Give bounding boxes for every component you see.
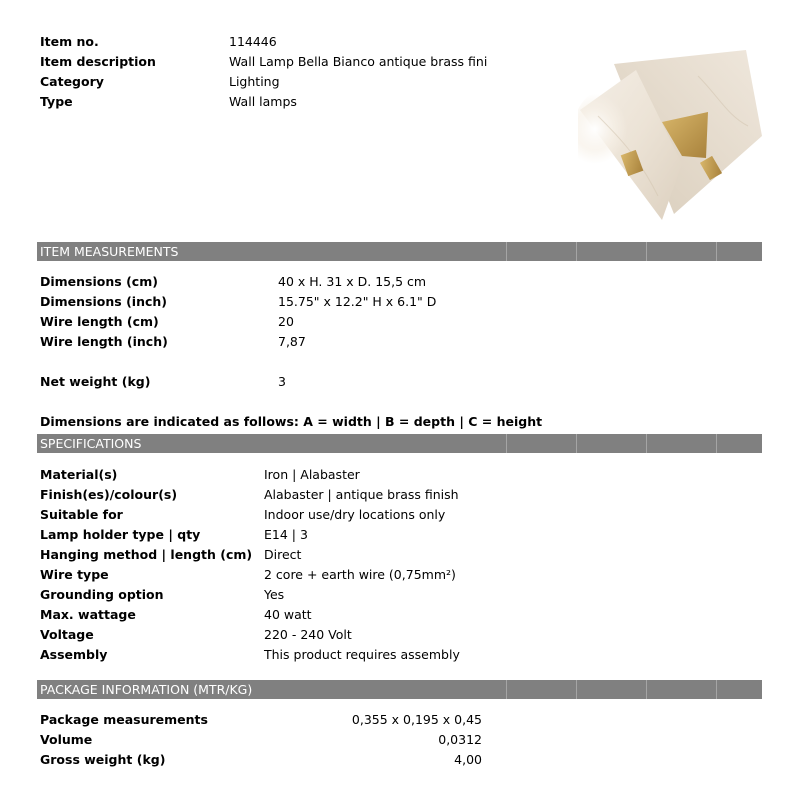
spec-value: 220 - 240 Volt xyxy=(264,627,352,642)
spec-value: 2 core + earth wire (0,75mm²) xyxy=(264,567,456,582)
header-label: Item description xyxy=(40,54,156,69)
section-title: SPECIFICATIONS xyxy=(40,436,142,451)
band-divider xyxy=(716,242,717,261)
measure-label: Wire length (cm) xyxy=(40,314,159,329)
measure-value: 15.75" x 12.2" H x 6.1" D xyxy=(278,294,437,309)
measure-value: 7,87 xyxy=(278,334,306,349)
package-value: 4,00 xyxy=(454,752,482,767)
measure-label: Wire length (inch) xyxy=(40,334,168,349)
measure-label: Net weight (kg) xyxy=(40,374,151,389)
header-value: 114446 xyxy=(229,34,277,49)
band-divider xyxy=(646,242,647,261)
header-value: Wall lamps xyxy=(229,94,297,109)
spec-label: Max. wattage xyxy=(40,607,136,622)
measure-value: 3 xyxy=(278,374,286,389)
spec-label: Grounding option xyxy=(40,587,164,602)
spec-label: Hanging method | length (cm) xyxy=(40,547,253,562)
band-divider xyxy=(646,434,647,453)
section-band-package-information xyxy=(37,680,762,699)
spec-value: 40 watt xyxy=(264,607,312,622)
spec-label: Wire type xyxy=(40,567,109,582)
measure-label: Dimensions (cm) xyxy=(40,274,158,289)
header-value: Lighting xyxy=(229,74,280,89)
measure-value: 40 x H. 31 x D. 15,5 cm xyxy=(278,274,427,289)
package-value: 0,355 x 0,195 x 0,45 xyxy=(351,712,482,727)
spec-label: Suitable for xyxy=(40,507,123,522)
section-title: PACKAGE INFORMATION (MTR/KG) xyxy=(40,682,253,697)
header-label: Item no. xyxy=(40,34,99,49)
section-band-item-measurements xyxy=(37,242,762,261)
spec-label: Material(s) xyxy=(40,467,118,482)
band-divider xyxy=(716,434,717,453)
header-label: Category xyxy=(40,74,104,89)
package-row-gross-weight xyxy=(40,751,485,769)
band-divider xyxy=(506,680,507,699)
measure-label: Dimensions (inch) xyxy=(40,294,167,309)
section-title: ITEM MEASUREMENTS xyxy=(40,244,179,259)
spec-label: Lamp holder type | qty xyxy=(40,527,201,542)
package-label: Package measurements xyxy=(40,712,208,727)
measure-value: 20 xyxy=(278,314,294,329)
spec-value: Direct xyxy=(264,547,302,562)
band-divider xyxy=(576,680,577,699)
band-divider xyxy=(576,242,577,261)
band-divider xyxy=(716,680,717,699)
alabaster-wall-lamp-photo xyxy=(578,46,762,222)
section-band-specifications xyxy=(37,434,762,453)
package-row-volume xyxy=(40,731,485,749)
spec-value: Indoor use/dry locations only xyxy=(264,507,446,522)
spec-value: This product requires assembly xyxy=(264,647,460,662)
spec-value: Yes xyxy=(264,587,285,602)
spec-value: Iron | Alabaster xyxy=(264,467,360,482)
spec-label: Assembly xyxy=(40,647,108,662)
band-divider xyxy=(576,434,577,453)
band-divider xyxy=(506,434,507,453)
spec-value: E14 | 3 xyxy=(264,527,308,542)
spec-label: Voltage xyxy=(40,627,94,642)
header-value: Wall Lamp Bella Bianco antique brass fini xyxy=(229,54,488,69)
band-divider xyxy=(506,242,507,261)
spec-label: Finish(es)/colour(s) xyxy=(40,487,178,502)
package-label: Volume xyxy=(40,732,93,747)
spec-value: Alabaster | antique brass finish xyxy=(264,487,459,502)
package-value: 0,0312 xyxy=(438,732,482,747)
band-divider xyxy=(646,680,647,699)
dimensions-note: Dimensions are indicated as follows: A = width | B = depth | C = height xyxy=(40,414,543,429)
package-label: Gross weight (kg) xyxy=(40,752,166,767)
package-row-measurements xyxy=(40,711,485,729)
header-label: Type xyxy=(40,94,73,109)
